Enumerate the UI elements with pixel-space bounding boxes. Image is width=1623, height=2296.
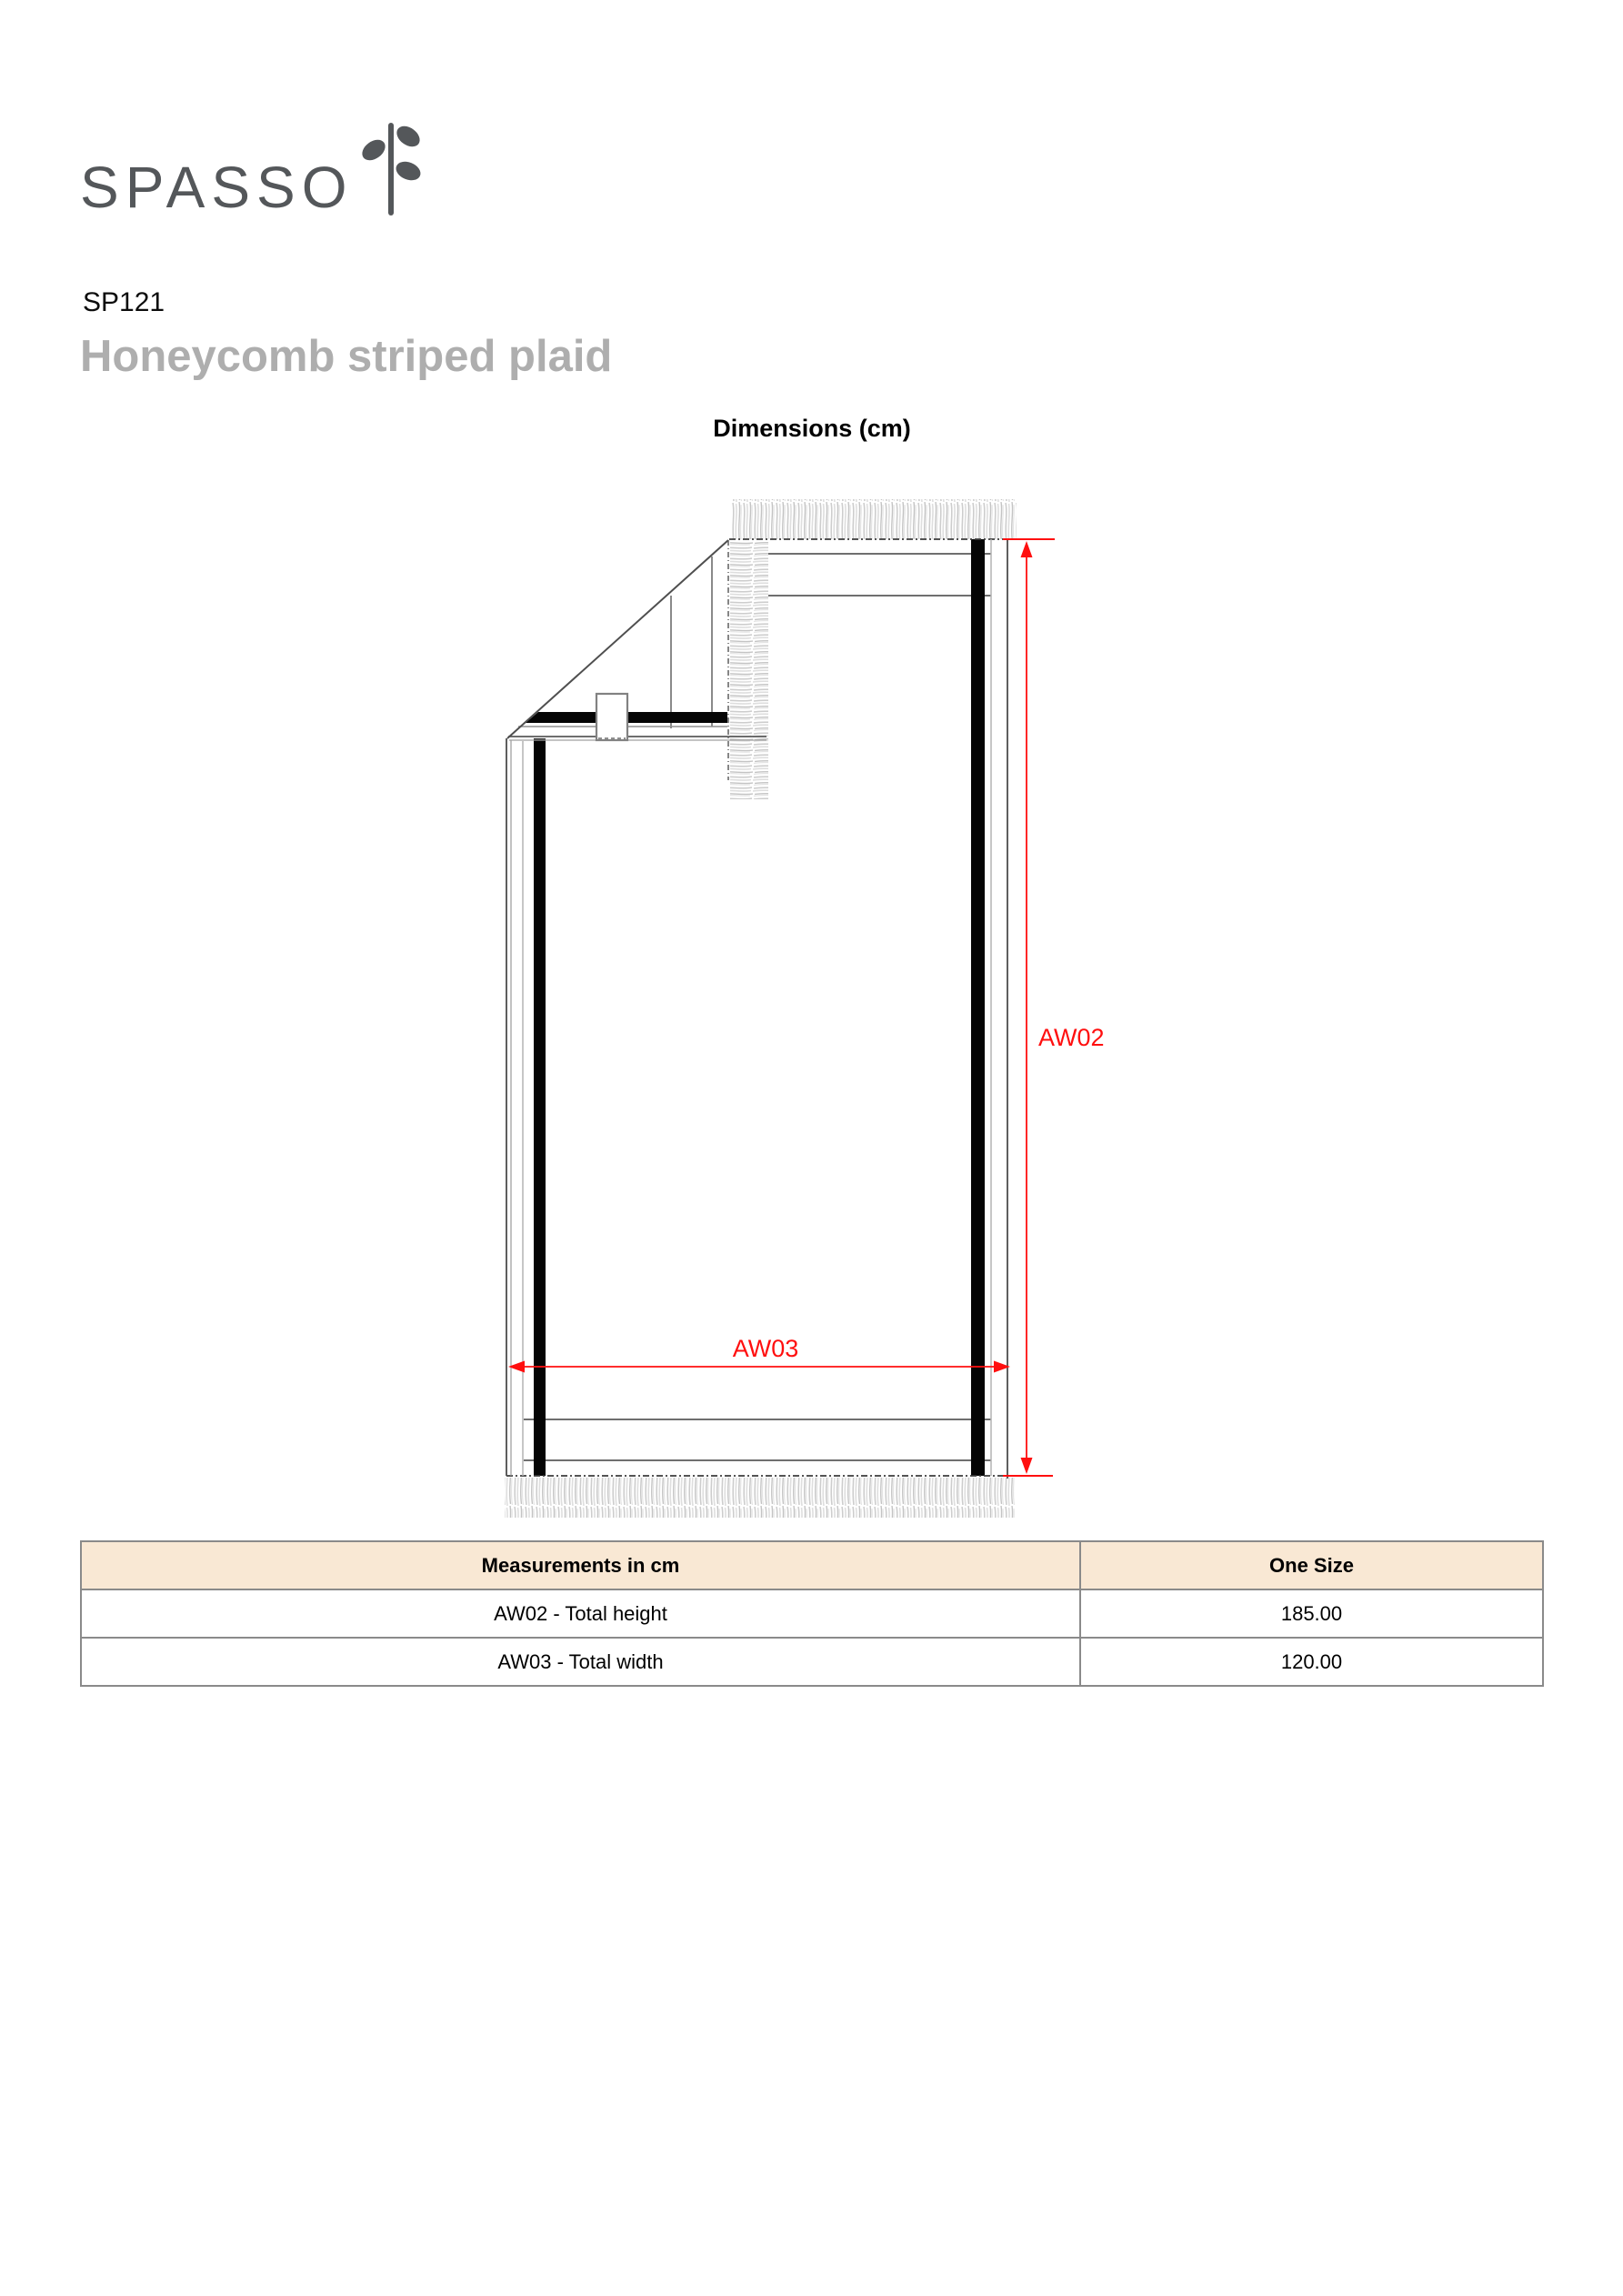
care-label — [596, 694, 627, 740]
measurement-value: 120.00 — [1080, 1638, 1543, 1686]
leaf-sprig-icon — [358, 122, 424, 216]
measurements-table — [80, 1540, 1544, 1687]
fringe-top — [732, 499, 1017, 539]
black-stripe-right — [971, 539, 985, 1476]
measurement-name: AW03 - Total width — [81, 1638, 1080, 1686]
fringe-fold-edge — [730, 542, 768, 799]
table-header-row — [81, 1541, 1543, 1589]
product-name: Honeycomb striped plaid — [80, 332, 613, 381]
header-measurements: Measurements in cm — [81, 1541, 1080, 1589]
header-one-size: One Size — [1080, 1541, 1543, 1589]
product-code: SP121 — [83, 287, 165, 317]
plaid-technical-drawing — [491, 486, 1118, 1528]
folded-corner — [507, 540, 766, 780]
measurement-name: AW02 - Total height — [81, 1589, 1080, 1638]
height-dim-label: AW02 — [1038, 1024, 1105, 1051]
brand-logo — [80, 120, 424, 221]
arrow-down-icon — [1021, 1458, 1033, 1474]
measurement-value: 185.00 — [1080, 1589, 1543, 1638]
fringe-bottom — [505, 1478, 1016, 1518]
black-stripe-left — [534, 738, 546, 1476]
table-row — [81, 1638, 1543, 1686]
width-dim-label: AW03 — [732, 1335, 799, 1362]
table-row — [81, 1589, 1543, 1638]
arrow-up-icon — [1021, 541, 1033, 557]
brand-logo-text: SPASSO — [80, 155, 354, 221]
diagram-title: Dimensions (cm) — [713, 415, 911, 442]
